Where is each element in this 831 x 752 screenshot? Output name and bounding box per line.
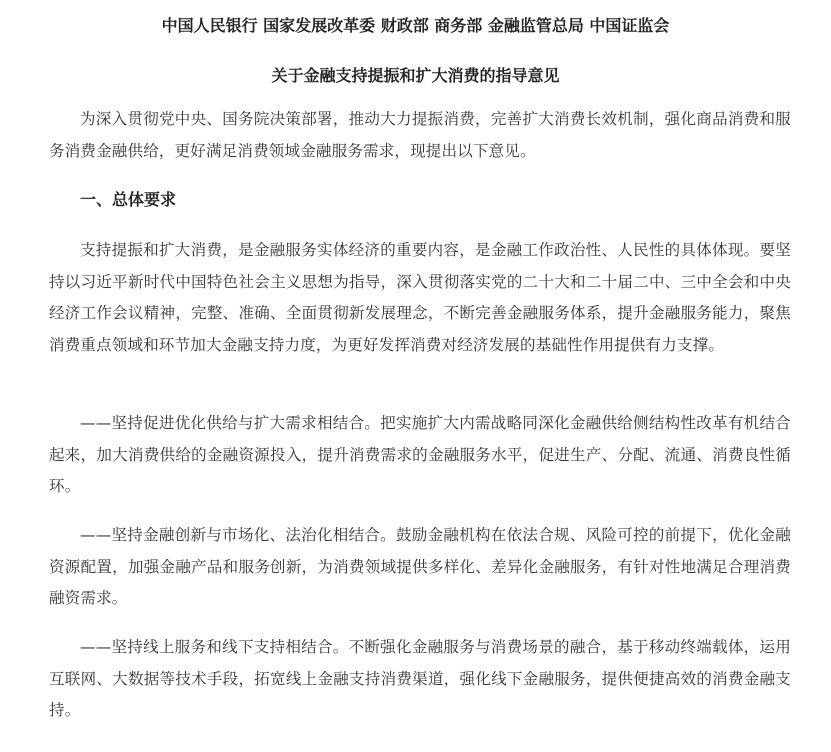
- issuing-authorities: 中国人民银行 国家发展改革委 财政部 商务部 金融监管总局 中国证监会: [161, 16, 670, 35]
- principle-paragraph: ——坚持线上服务和线下支持相结合。不断强化金融服务与消费场景的融合，基于移动终端载体，运用互联网、大数据等技术手段，拓宽线上金融支持消费渠道，强化线下金融服务，提供便捷高效的消费金融支持。: [49, 638, 791, 719]
- intro-paragraph: 为深入贯彻党中央、国务院决策部署，推动大力提振消费，完善扩大消费长效机制，强化商品消费和服务消费金融供给，更好满足消费领域金融服务需求，现提出以下意见。: [49, 110, 791, 160]
- general-requirement-paragraph: 支持提振和扩大消费，是金融服务实体经济的重要内容，是金融工作政治性、人民性的具体体现。要坚持以习近平新时代中国特色社会主义思想为指导，深入贯彻落实党的二十大和二十届二中、三中全会和中央经济工作会议精神，完整、准确、全面贯彻新发展理念，不断完善金融服务体系，提升金融服务能力，聚焦消费重点领域和环节加大金融支持力度，为更好发挥消费对经济发展的基础性作用提供有力支撑。: [49, 241, 791, 354]
- principle-paragraph: ——坚持金融创新与市场化、法治化相结合。鼓励金融机构在依法合规、风险可控的前提下，优化金融资源配置，加强金融产品和服务创新，为消费领域提供多样化、差异化金融服务，有针对性地满足合理消费融资需求。: [49, 526, 791, 607]
- section-heading-general-requirements: 一、总体要求: [80, 190, 177, 209]
- document-title: 关于金融支持提振和扩大消费的指导意见: [271, 66, 560, 85]
- principle-paragraph: ——坚持促进优化供给与扩大需求相结合。把实施扩大内需战略同深化金融供给侧结构性改革有机结合起来，加大消费供给的金融资源投入，提升消费需求的金融服务水平，促进生产、分配、流通、消费良性循环。: [49, 414, 791, 495]
